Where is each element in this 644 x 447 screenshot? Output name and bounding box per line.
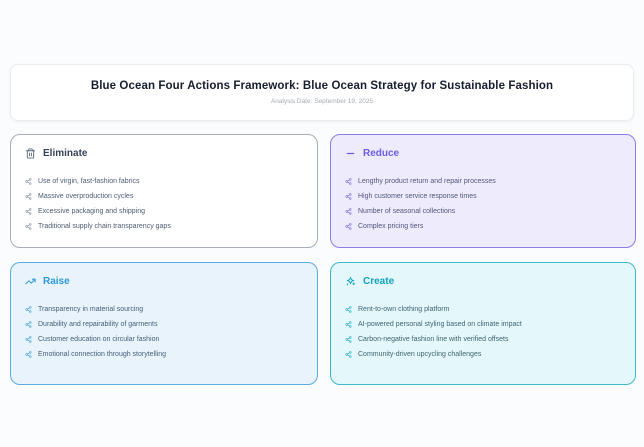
list-item <box>345 208 621 215</box>
analysis-date: Analysis Date: September 19, 2025 <box>270 98 374 105</box>
list-item-label: AI-powered personal styling based on climate impact <box>358 321 522 328</box>
list-item <box>345 223 621 230</box>
quadrant-create <box>330 262 636 385</box>
page-title: Blue Ocean Four Actions Framework: Blue Ocean Strategy for Sustainable Fashion <box>90 80 554 92</box>
share-icon <box>25 321 32 328</box>
list-item <box>345 336 621 343</box>
quadrant-title: Eliminate <box>43 148 88 159</box>
list-item <box>345 321 621 328</box>
share-icon <box>25 178 32 185</box>
list-item <box>345 193 621 200</box>
list-item-label: Complex pricing tiers <box>358 223 424 230</box>
list-item-label: Customer education on circular fashion <box>38 336 160 343</box>
share-icon <box>345 351 352 358</box>
share-icon <box>25 336 32 343</box>
list-item-label: Carbon-negative fashion line with verified offsets <box>358 336 509 343</box>
quadrant-title: Create <box>363 276 395 287</box>
quadrant-title: Reduce <box>363 148 400 159</box>
share-icon <box>25 351 32 358</box>
list-item-label: Use of virgin, fast-fashion fabrics <box>38 178 140 185</box>
list-item <box>25 306 303 313</box>
quadrant-raise <box>10 262 318 385</box>
list-item-label: Emotional connection through storytelling <box>38 351 167 358</box>
share-icon <box>25 193 32 200</box>
header-card <box>10 64 634 121</box>
four-actions-grid <box>10 134 636 385</box>
list-item <box>25 193 303 200</box>
list-item <box>345 306 621 313</box>
list-item-label: Traditional supply chain transparency gaps <box>38 223 171 230</box>
list-item-label: Durability and repairability of garments <box>38 321 158 328</box>
quadrant-raise-header <box>25 276 303 287</box>
share-icon <box>345 193 352 200</box>
list-item-label: Massive overproduction cycles <box>38 193 134 200</box>
share-icon <box>345 306 352 313</box>
share-icon <box>25 208 32 215</box>
quadrant-eliminate-header <box>25 148 303 159</box>
quadrant-title: Raise <box>43 276 70 287</box>
quadrant-eliminate <box>10 134 318 248</box>
list-item-label: Transparency in material sourcing <box>38 306 144 313</box>
list-item <box>345 351 621 358</box>
list-item-label: Lengthy product return and repair processes <box>358 178 496 185</box>
share-icon <box>345 336 352 343</box>
sparkles-icon <box>345 276 356 287</box>
list-item <box>25 336 303 343</box>
list-item-label: High customer service response times <box>358 193 477 200</box>
share-icon <box>345 208 352 215</box>
quadrant-create-header <box>345 276 621 287</box>
list-item-label: Community-driven upcycling challenges <box>358 351 482 358</box>
list-item-label: Number of seasonal collections <box>358 208 456 215</box>
list-item-label: Rent-to-own clothing platform <box>358 306 450 313</box>
trending-up-icon <box>25 276 36 287</box>
quadrant-reduce <box>330 134 636 248</box>
list-item-label: Excessive packaging and shipping <box>38 208 146 215</box>
share-icon <box>345 223 352 230</box>
list-item <box>25 178 303 185</box>
list-item <box>25 351 303 358</box>
share-icon <box>25 223 32 230</box>
share-icon <box>345 321 352 328</box>
list-item <box>25 321 303 328</box>
list-item <box>25 223 303 230</box>
list-item <box>25 208 303 215</box>
share-icon <box>345 178 352 185</box>
trash-icon <box>25 148 36 159</box>
minus-icon <box>345 148 356 159</box>
share-icon <box>25 306 32 313</box>
list-item <box>345 178 621 185</box>
quadrant-reduce-header <box>345 148 621 159</box>
